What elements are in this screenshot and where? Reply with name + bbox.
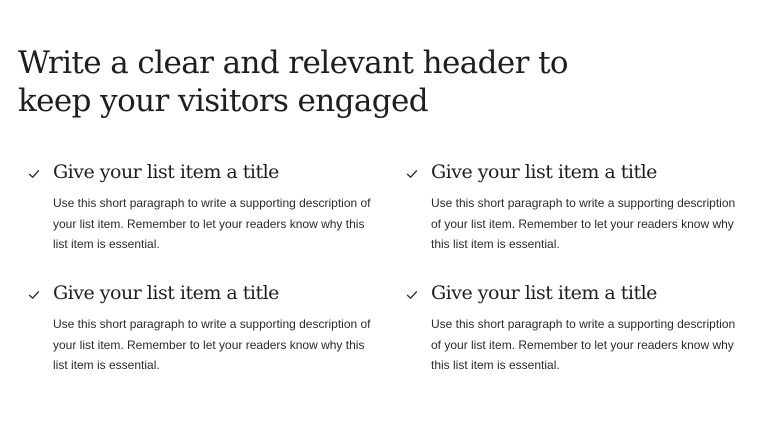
list-item-title: Give your list item a title <box>53 161 279 183</box>
check-icon <box>406 168 420 182</box>
list-item-body <box>431 159 746 255</box>
list-item-description: Use this short paragraph to write a supporting description of your list item. Remember to let your readers know why this list item is essential. <box>431 317 736 372</box>
check-icon <box>28 168 42 182</box>
check-icon <box>406 289 420 303</box>
features-section <box>18 44 758 372</box>
list-item-description: Use this short paragraph to write a supporting description of your list item. Remember to let your readers know why this list item is essential. <box>431 196 736 251</box>
list-item <box>406 159 746 280</box>
list-item <box>28 280 406 401</box>
list-item-body <box>431 280 746 376</box>
feature-list <box>28 159 758 401</box>
list-item-body <box>53 159 373 255</box>
list-item-description: Use this short paragraph to write a supporting description of your list item. Remember to let your readers know why this list item is essential. <box>53 196 371 251</box>
list-item-title: Give your list item a title <box>431 161 657 183</box>
list-item-title: Give your list item a title <box>431 282 657 304</box>
list-item <box>28 159 406 280</box>
check-icon <box>28 289 42 303</box>
list-item-description: Use this short paragraph to write a supporting description of your list item. Remember to let your readers know why this list item is essential. <box>53 317 371 372</box>
list-item <box>406 280 746 401</box>
list-item-title: Give your list item a title <box>53 282 279 304</box>
list-item-body <box>53 280 373 376</box>
section-header: Write a clear and relevant header to keep your visitors engaged <box>18 45 568 119</box>
